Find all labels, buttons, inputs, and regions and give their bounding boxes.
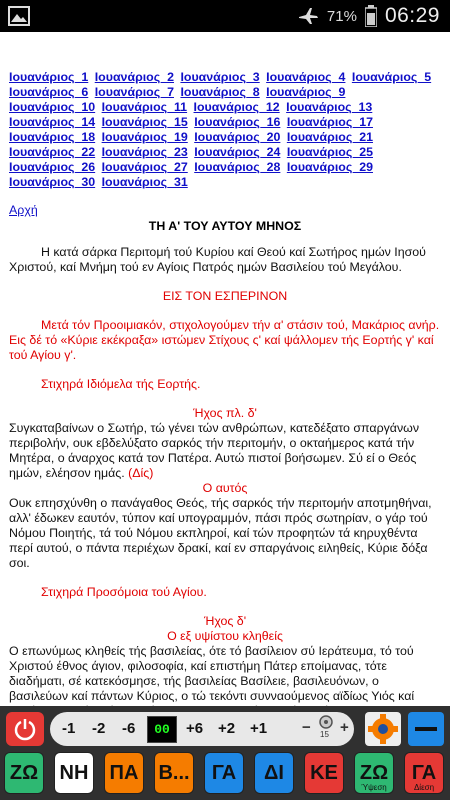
day-link[interactable]: Ιουανάριος_2 — [94, 70, 174, 84]
note-button-label: ΓΑ — [411, 761, 437, 784]
zoom-control[interactable] — [298, 712, 354, 746]
o-autos-heading: Ο αυτός — [202, 481, 248, 495]
dis-marker: (Δίς) — [128, 466, 154, 480]
idiomela-heading: Στιχηρά Ιδιόμελα τής Εορτής. — [41, 377, 201, 391]
step-plus-2[interactable]: +2 — [218, 720, 236, 737]
echos-heading-2: Ήχος δ' — [203, 614, 247, 628]
power-icon — [13, 717, 37, 741]
note-button[interactable] — [4, 752, 44, 794]
note-button-sublabel: Ύψεση — [361, 783, 387, 792]
day-link[interactable]: Ιουανάριος_3 — [180, 70, 260, 84]
day-link[interactable]: Ιουανάριος_19 — [101, 130, 188, 144]
step-minus-1[interactable]: -1 — [62, 720, 76, 737]
day-link[interactable]: Ιουανάριος_29 — [286, 160, 373, 174]
day-link[interactable]: Ιουανάριος_6 — [9, 85, 89, 99]
day-link[interactable]: Ιουανάριος_8 — [180, 85, 260, 99]
lcd-display: 00 — [147, 716, 177, 743]
minus-bar-icon — [415, 727, 437, 731]
note-button[interactable] — [204, 752, 244, 794]
day-link[interactable]: Ιουανάριος_26 — [9, 160, 96, 174]
status-bar — [0, 0, 450, 32]
month-day-links — [9, 70, 441, 190]
day-link[interactable]: Ιουανάριος_20 — [194, 130, 281, 144]
day-link[interactable]: Ιουανάριος_30 — [9, 175, 96, 189]
hymn-1 — [9, 421, 441, 481]
day-link[interactable]: Ιουανάριος_1 — [9, 70, 89, 84]
plus-icon: + — [340, 719, 349, 736]
home-link[interactable]: Αρχή — [9, 203, 38, 217]
note-button-label: ΔΙ — [264, 761, 284, 784]
note-button[interactable] — [354, 752, 394, 794]
gallery-icon — [8, 6, 30, 26]
prosomoia-heading: Στιχηρά Προσόμοια τού Αγίου. — [41, 585, 207, 599]
page-title: ΤΗ Α' ΤΟΥ ΑΥΤΟΥ ΜΗΝΟΣ — [148, 219, 302, 233]
note-button-label: ΠΑ — [109, 761, 139, 784]
hymn-2: Ουκ επησχύνθη ο πανάγαθος Θεός, τής σαρκός τήν περιτομήν αποτμηθήναι, αλλ' έδωκεν εαυτόν, τύπον καί υπογραμμόν, πάσι πρός σωτηρίαν, ο γάρ τού Νόμου Ποιητής, τά τού Νόμου εκπληροί, καί τών προφητών τά κηρυχθέντα περί αυτού, ο πάντα περιέχων δρακί, καί εν σπαργάνοις ειληθείς, Κύριε δόξα σοι. — [9, 496, 432, 570]
day-link[interactable]: Ιουανάριος_17 — [286, 115, 373, 129]
hymn-3: Ο επωνύμως κληθείς τής βασιλείας, ότε τό βασίλειον σύ Ιεράτευμα, τό τού Χριστού έθνος άγιον, φιλοσοφία, καί επιστήμη Πάτερ εποίμανας, τότε διαδήματι, σέ κατεκόσμησε, τής βασιλείας Βασίλειε, βασιλευόνων, ο βασιλεύων καί πάντων Κύριος, ο τώ τεκόντι συνναούμενος αϊδίως Υιός καί — [9, 644, 415, 703]
day-link[interactable]: Ιουανάριος_14 — [9, 115, 96, 129]
step-plus-6[interactable]: +6 — [186, 720, 204, 737]
echos-heading-1: Ήχος πλ. δ' — [193, 406, 257, 420]
step-minus-2[interactable]: -2 — [92, 720, 106, 737]
knob-icon — [318, 714, 334, 730]
note-button[interactable] — [154, 752, 194, 794]
day-link[interactable]: Ιουανάριος_25 — [286, 145, 373, 159]
day-link[interactable]: Ιουανάριος_28 — [194, 160, 281, 174]
clock: 06:29 — [384, 4, 440, 27]
day-link[interactable]: Ιουανάριος_4 — [266, 70, 346, 84]
settings-button[interactable] — [365, 712, 401, 746]
day-link[interactable]: Ιουανάριος_21 — [286, 130, 373, 144]
day-link[interactable]: Ιουανάριος_7 — [94, 85, 174, 99]
note-button-label: ΖΩ — [359, 761, 389, 784]
battery-percentage: 71% — [326, 7, 357, 25]
battery-icon — [365, 5, 377, 27]
vespers-heading: ΕΙΣ ΤΟΝ ΕΣΠΕΡΙΝΟΝ — [162, 289, 288, 303]
note-button-sublabel: Δίεση — [413, 783, 435, 792]
note-button[interactable] — [304, 752, 344, 794]
note-button-label: ΖΩ — [9, 761, 39, 784]
day-link[interactable]: Ιουανάριος_12 — [193, 100, 280, 114]
note-button[interactable] — [54, 752, 94, 794]
step-plus-1[interactable]: +1 — [250, 720, 268, 737]
note-button[interactable] — [254, 752, 294, 794]
minus-icon: − — [302, 719, 311, 736]
hymn-1-text: Συγκαταβαίνων ο Σωτήρ, τώ γένει τών ανθρώπων, κατεδέξατο σπαργάνων περιβολήν, ουκ εβδελύξατο σαρκός τήν περιτομήν, ο οκταήμερος κατά τήν Μητέρα, ο άναρχος κατά τον Πατέρα. Αυτώ πιστοί βοήσωμεν. Σύ εί ο Θεός ημών, ελέησον ημάς. — [9, 421, 420, 480]
rubric-text: Μετά τόν Προοιμιακόν, στιχολογούμεν τήν α' στάσιν τού, Μακάριος ανήρ. Εις δέ τό «Κύριε εκέκραξα» ιστώμεν Στίχους ς' καί ψάλλομεν τής Εορτής γ' καί τού Αγίου γ'. — [9, 318, 440, 362]
day-link[interactable]: Ιουανάριος_16 — [194, 115, 281, 129]
airplane-mode-icon — [297, 6, 319, 26]
day-link[interactable]: Ιουανάριος_24 — [194, 145, 281, 159]
day-link[interactable]: Ιουανάριος_23 — [101, 145, 188, 159]
document-content — [9, 70, 441, 719]
step-minus-6[interactable]: -6 — [122, 720, 136, 737]
podobnik-heading: Ο εξ υψίστου κληθείς — [167, 629, 283, 643]
intro-text: Η κατά σάρκα Περιτομή τού Κυρίου καί Θεού καί Σωτήρος ημών Ιησού Χριστού, καί Μνήμη τού εν Αγίοις Πατρός ημών Βασιλείου τού Μεγάλου. — [9, 245, 426, 274]
minimize-button[interactable] — [408, 712, 444, 746]
gear-icon — [365, 712, 401, 746]
note-button[interactable] — [104, 752, 144, 794]
day-link[interactable]: Ιουανάριος_10 — [9, 100, 96, 114]
day-link[interactable]: Ιουανάριος_27 — [101, 160, 188, 174]
zoom-value: 15 — [320, 730, 329, 739]
day-link[interactable]: Ιουανάριος_13 — [286, 100, 373, 114]
day-link[interactable]: Ιουανάριος_9 — [266, 85, 346, 99]
note-button-label: ΚΕ — [310, 761, 338, 784]
power-button[interactable] — [6, 712, 44, 746]
note-button[interactable] — [404, 752, 444, 794]
day-link[interactable]: Ιουανάριος_11 — [101, 100, 188, 114]
note-button-label: ΝΗ — [59, 761, 89, 784]
note-button-label: Β... — [158, 761, 190, 784]
day-link[interactable]: Ιουανάριος_18 — [9, 130, 96, 144]
day-link[interactable]: Ιουανάριος_5 — [351, 70, 432, 84]
day-link[interactable]: Ιουανάριος_15 — [101, 115, 188, 129]
day-link[interactable]: Ιουανάριος_31 — [101, 175, 188, 189]
note-button-label: ΓΑ — [211, 761, 237, 784]
day-link[interactable]: Ιουανάριος_22 — [9, 145, 96, 159]
